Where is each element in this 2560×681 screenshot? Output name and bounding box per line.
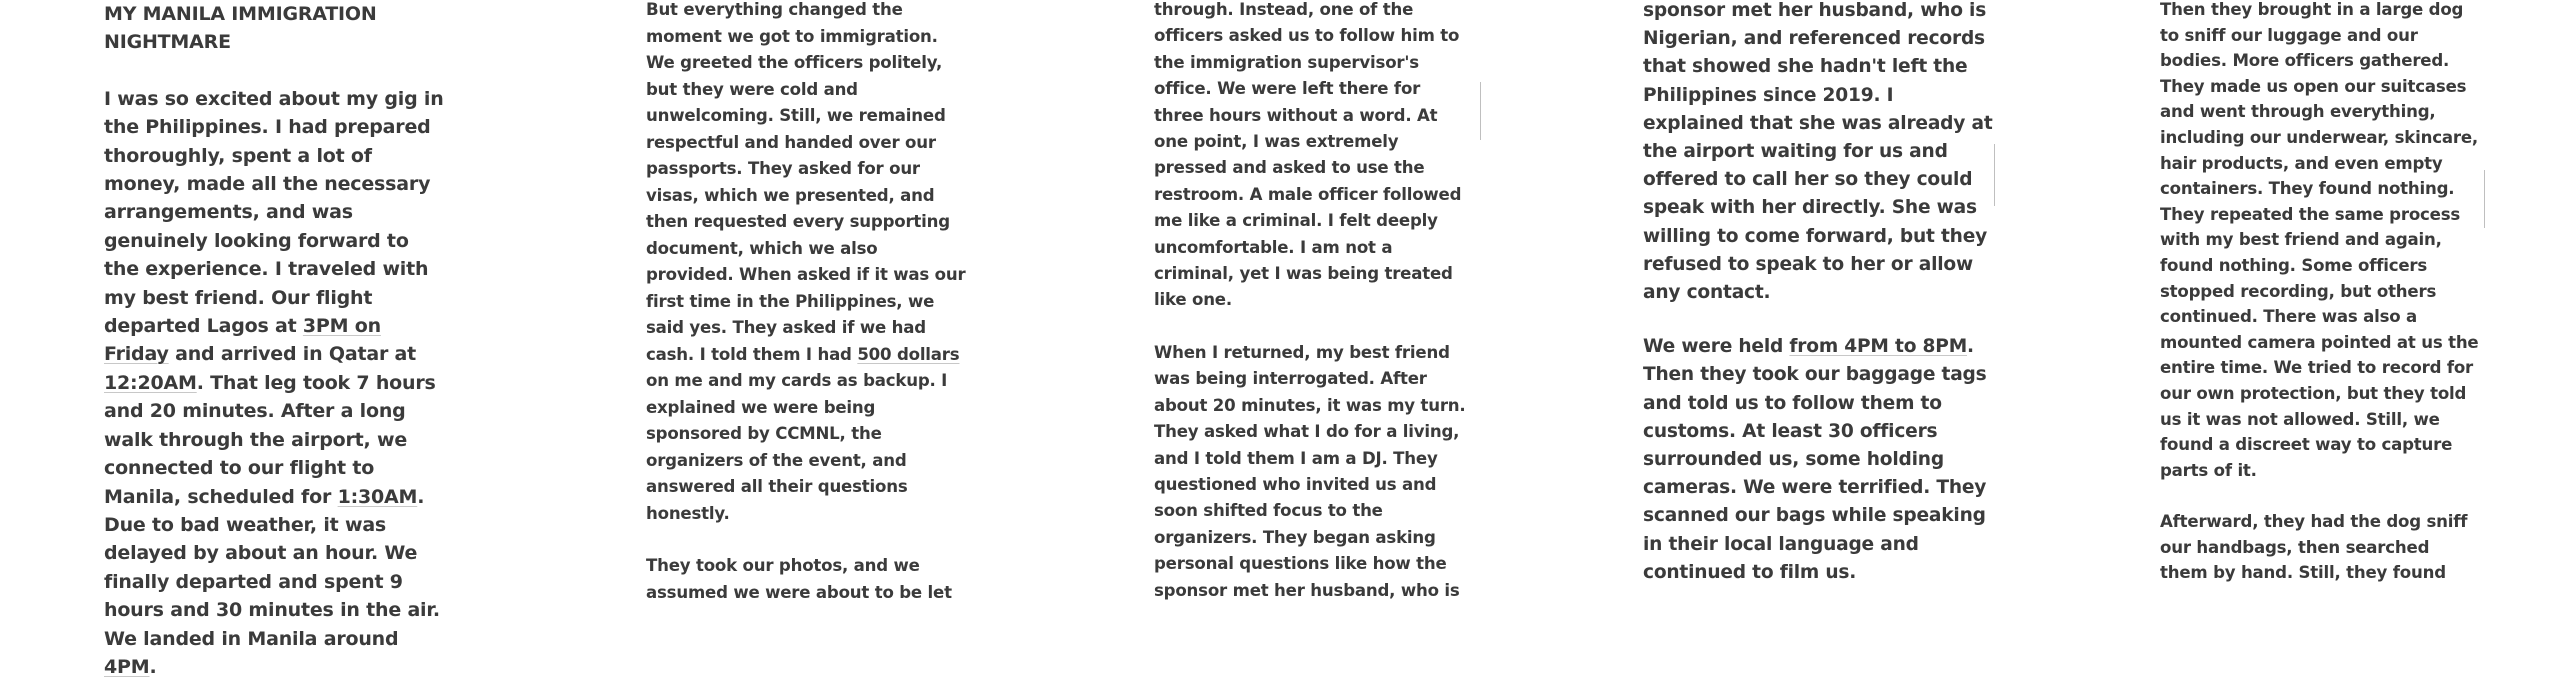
amount-link[interactable]: 500 dollars <box>857 344 960 364</box>
paragraph <box>104 85 449 681</box>
paragraph: Afterward, they had the dog sniff our handbags, then searched them by hand. Still, they found <box>2160 512 2468 583</box>
time-link[interactable]: 1:30AM <box>337 485 418 508</box>
text-run: But everything changed the moment we got to immigration. We greeted the officers politely, but they were cold and unwelcoming. Still, we remained respectful and handed over our passports. They asked for our visas, which we presented, and then requested every supporting document, which we also provided. When asked if it was our first time in the Philippines, we said yes. They asked if we had cash. I told them I had <box>646 0 966 364</box>
column-2 <box>646 0 966 606</box>
paragraph: When I returned, my best friend was being interrogated. After about 20 minutes, it was my turn. They asked what I do for a living, and I told them I am a DJ. They questioned who invited us and soon shifted focus to the organizers. They began asking personal questions like how the sponsor met her husband, who is <box>1154 342 1466 600</box>
time-link[interactable]: from 4PM to 8PM <box>1789 336 1968 358</box>
text-run: . <box>149 655 157 678</box>
text-run: . That leg took 7 hours and 20 minutes. After a long walk through the airport, we connected to our flight to Manila, scheduled for <box>104 371 436 508</box>
column-4 <box>1643 0 1998 587</box>
text-cursor-line <box>1480 82 1481 140</box>
text-run: We were held <box>1643 336 1790 358</box>
column-3 <box>1154 0 1470 604</box>
paragraph <box>646 0 966 527</box>
text-cursor-line <box>2484 170 2485 228</box>
paragraph: through. Instead, one of the officers asked us to follow him to the immigration supervisor's office. We were left there for three hours without a word. At one point, I was extremely pressed and asked to use the restroom. A male officer followed me like a criminal. I felt deeply uncomfortable. I am not a criminal, yet I was being treated like one. <box>1154 0 1462 310</box>
time-link[interactable]: 3PM on Friday <box>104 315 381 366</box>
text-run: and arrived in Qatar at <box>168 343 417 366</box>
time-link[interactable]: 4PM <box>104 655 150 678</box>
text-run: on me and my cards as backup. I explained we were being sponsored by CCMNL, the organizers of the event, and answered all their questions honestly. <box>646 371 948 523</box>
column-5 <box>2160 0 2480 586</box>
text-cursor-line <box>1994 144 1995 206</box>
text-run: . Then they took our baggage tags and told us to follow them to customs. At least 30 officers surrounded us, some holding cameras. We were terrified. They scanned our bags while speaking in their local language and continued to film us. <box>1643 336 1987 583</box>
time-link[interactable]: 12:20AM <box>104 371 197 394</box>
text-run: . Due to bad weather, it was delayed by about an hour. We finally departed and spent 9 hours and 30 minutes in the air. We landed in Manila around <box>104 485 440 650</box>
article-title: MY MANILA IMMIGRATION NIGHTMARE <box>104 3 377 54</box>
paragraph: sponsor met her husband, who is Nigerian, and referenced records that showed she hadn't left the Philippines since 2019. I explained that she was already at the airport waiting for us and offered to call her so they could speak with her directly. She was willing to come forward, but they refused to speak to her or allow any contact. <box>1643 0 1993 304</box>
paragraph: They took our photos, and we assumed we were about to be let <box>646 556 952 602</box>
paragraph <box>1643 333 1998 587</box>
paragraph: Then they brought in a large dog to sniff our luggage and our bodies. More officers gathered. They made us open our suitcases and went through everything, including our underwear, skincare, hair products, and even empty containers. They found nothing. They repeated the same process with my best friend and again, found nothing. Some officers stopped recording, but others continued. There was also a mounted camera pointed at us the entire time. We tried to record for our own protection, but they told us it was not allowed. Still, we found a discreet way to capture parts of it. <box>2160 0 2479 480</box>
column-1 <box>104 0 449 681</box>
text-run: I was so excited about my gig in the Philippines. I had prepared thoroughly, spent a lot of money, made all the necessary arrangements, and was genuinely looking forward to the experience. I traveled with my best friend. Our flight departed Lagos at <box>104 87 444 338</box>
